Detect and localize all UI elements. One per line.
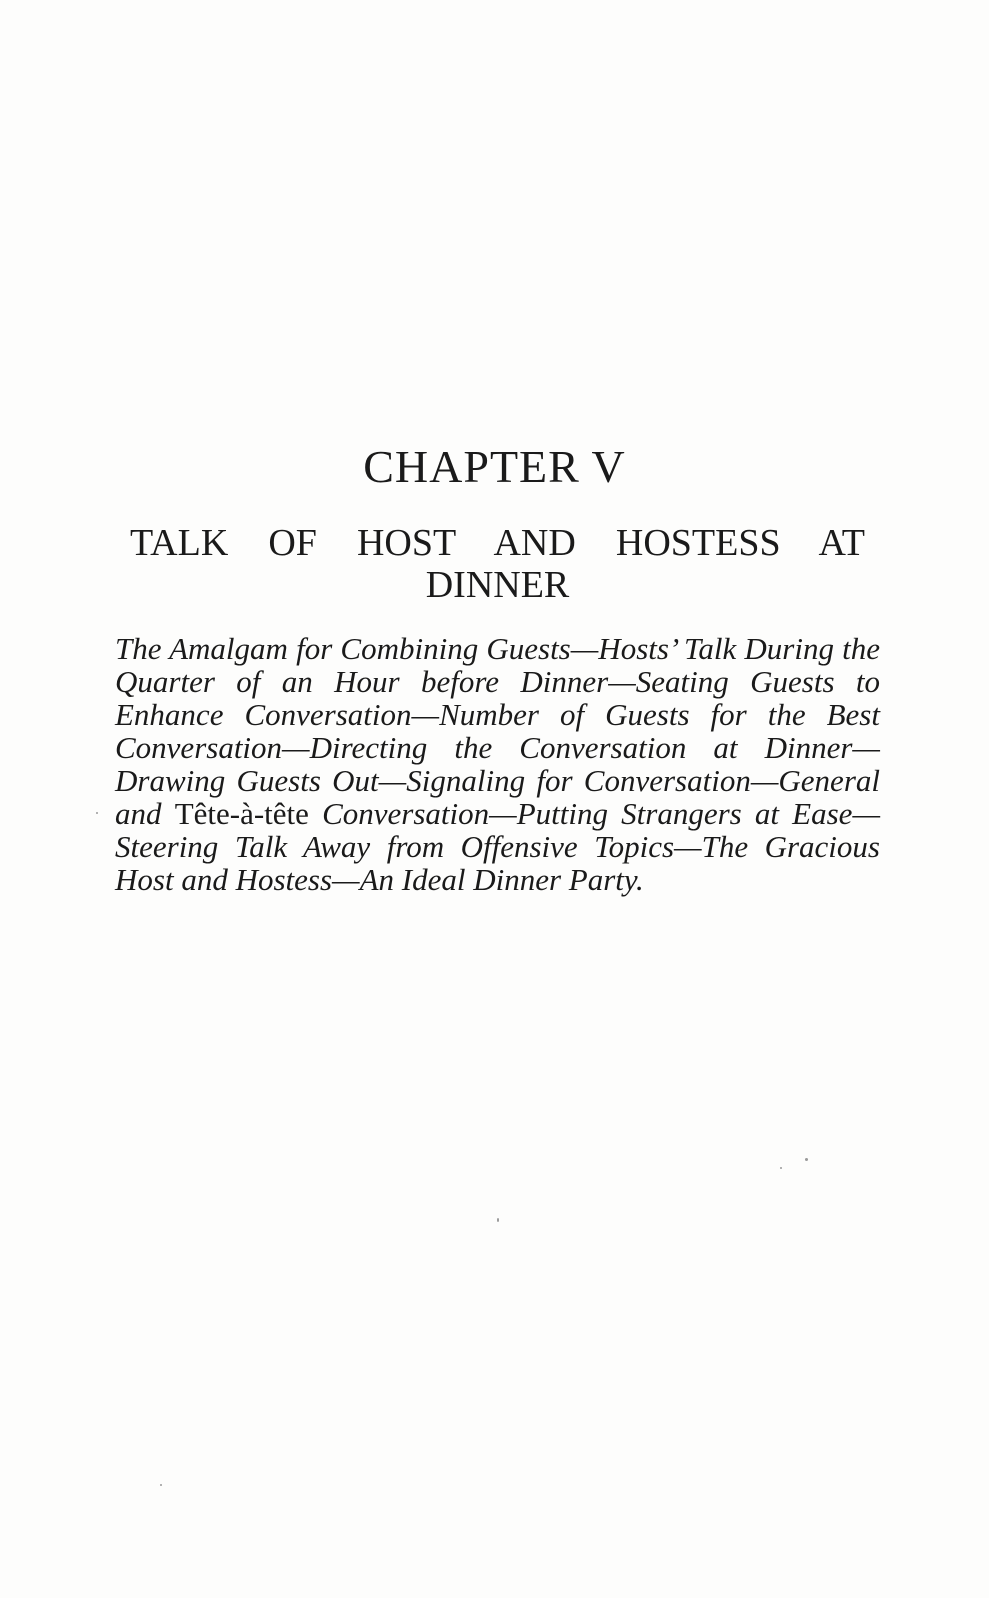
paper-speck	[780, 1167, 782, 1169]
synopsis-roman-phrase: Tête-à-tête	[174, 796, 309, 831]
paper-speck	[805, 1158, 808, 1161]
paper-speck	[160, 1484, 162, 1486]
chapter-title	[130, 522, 865, 606]
chapter-title-line-2: DINNER	[425, 564, 570, 606]
chapter-number: CHAPTER V	[363, 441, 626, 492]
synopsis-text-part-2: Conversation—Putting Strangers at Ease—Steering Talk Away from Offensive Topics—The Gracious Host and Hostess—An Ideal Dinner Party.	[115, 796, 881, 897]
synopsis-text-part-1: The Amalgam for Combining Guests—Hosts’ Talk During the Quarter of an Hour before Dinner—Seating Guests to Enhance Conversation—Number of Guests for the Best Conversation—Directing the Conversation at Dinner—Drawing Guests Out—Signaling for Conversation—General and	[115, 631, 880, 831]
chapter-synopsis	[115, 632, 880, 896]
paper-speck	[497, 1218, 499, 1222]
paper-speck	[96, 812, 98, 814]
chapter-title-line-1: TALK OF HOST AND HOSTESS AT	[130, 522, 865, 564]
